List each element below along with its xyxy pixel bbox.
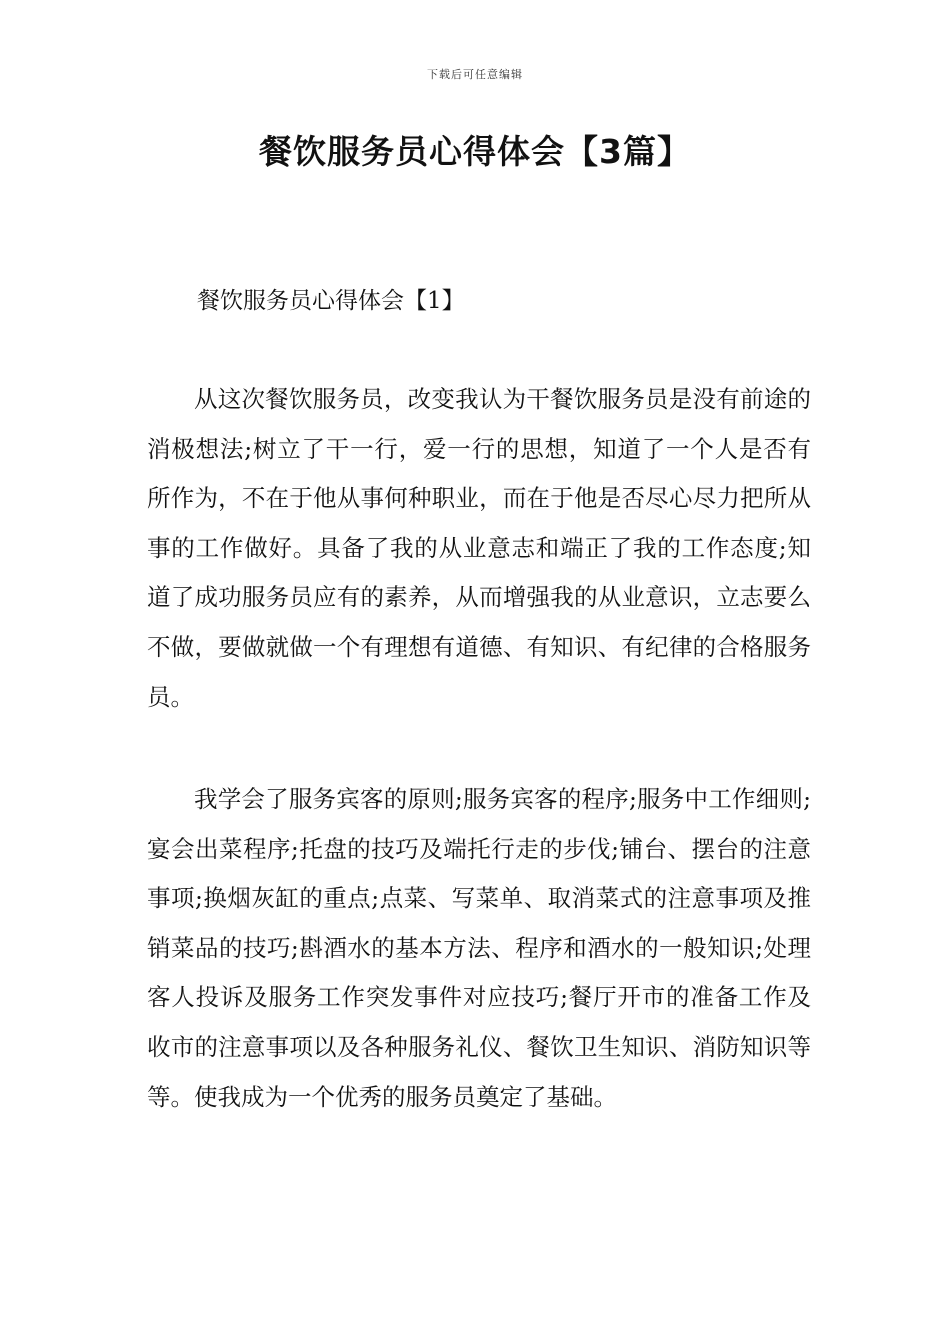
section-heading: 餐饮服务员心得体会【1】: [197, 288, 465, 314]
paragraph-1: 从这次餐饮服务员，改变我认为干餐饮服务员是没有前途的消极想法;树立了干一行，爱一行的思想，知道了一个人是否有所作为，不在于他从事何种职业，而在于他是否尽心尽力把所从事的工作做好。具备了我的从业意志和端正了我的工作态度;知道了成功服务员应有的素养，从而增强我的从业意识，立志要么不做，要做就做一个有理想有道德、有知识、有纪律的合格服务员。: [147, 385, 811, 711]
header-note: 下载后可任意编辑: [427, 68, 523, 81]
paragraph-2: 我学会了服务宾客的原则;服务宾客的程序;服务中工作细则;宴会出菜程序;托盘的技巧及端托行走的步伐;铺台、摆台的注意事项;换烟灰缸的重点;点菜、写菜单、取消菜式的注意事项及推销菜品的技巧;斟酒水的基本方法、程序和酒水的一般知识;处理客人投诉及服务工作突发事件对应技巧;餐厅开市的准备工作及收市的注意事项以及各种服务礼仪、餐饮卫生知识、消防知识等等。使我成为一个优秀的服务员奠定了基础。: [147, 785, 811, 1111]
document-title: 餐饮服务员心得体会【3篇】: [259, 132, 691, 171]
